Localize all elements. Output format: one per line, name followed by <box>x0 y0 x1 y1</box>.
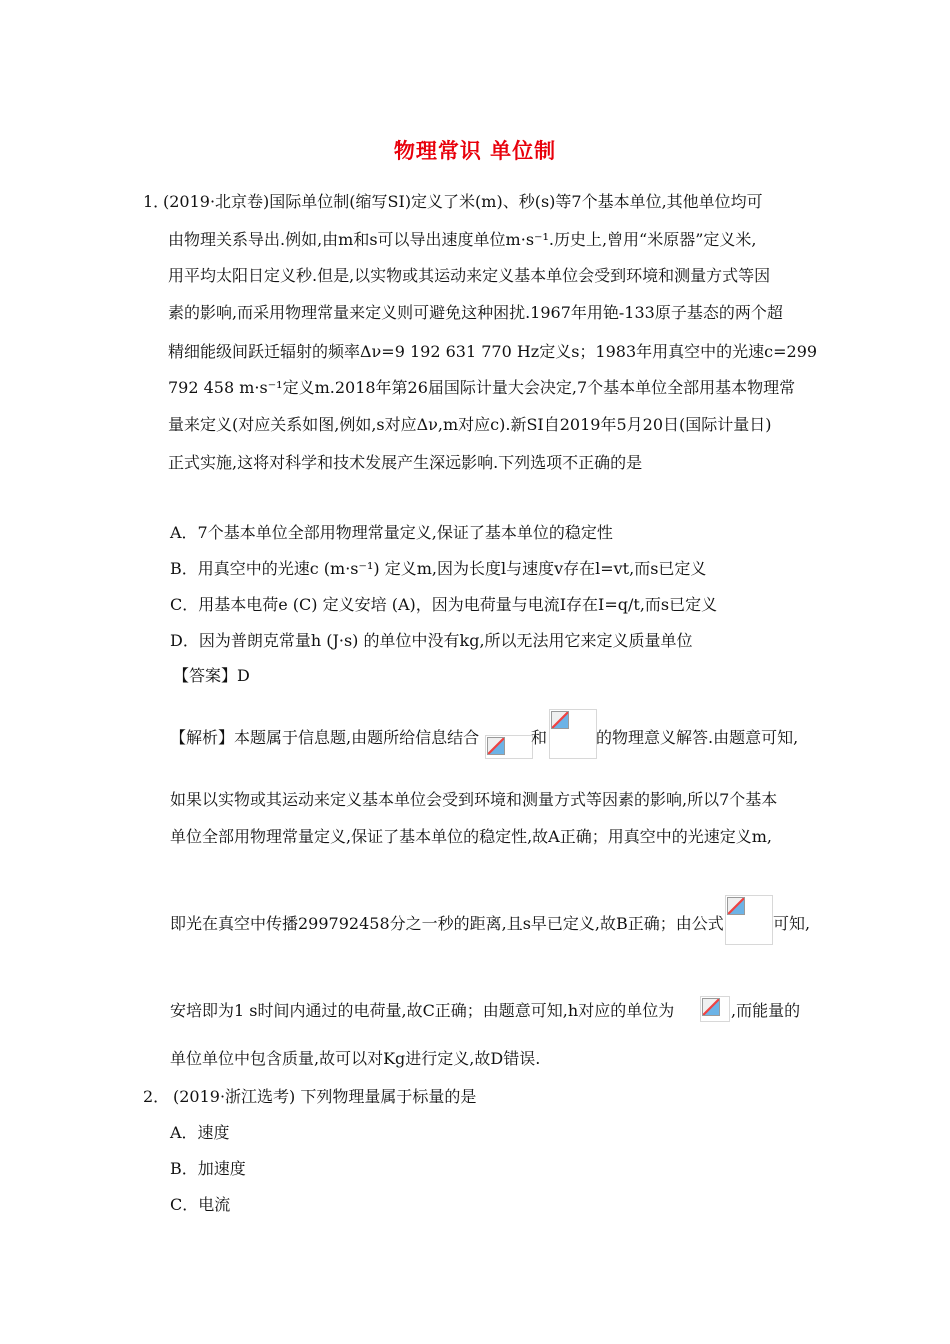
broken-image-icon <box>487 737 505 755</box>
broken-image-icon <box>727 897 745 915</box>
option-d: D．因为普朗克常量h (J·s) 的单位中没有kg,所以无法用它来定义质量单位 <box>170 631 693 650</box>
analysis-text: 单位全部用物理常量定义,保证了基本单位的稳定性,故A正确；用真空中的光速定义m, <box>170 827 772 846</box>
question-2-stem: (2019·浙江选考) 下列物理量属于标量的是 <box>173 1087 477 1106</box>
broken-image-icon <box>551 711 569 729</box>
option-a: A．7个基本单位全部用物理常量定义,保证了基本单位的稳定性 <box>170 523 613 542</box>
question-1-line: 用平均太阳日定义秒.但是,以实物或其运动来定义基本单位会受到环境和测量方式等因 <box>168 266 771 285</box>
question-1-line: 正式实施,这将对科学和技术发展产生深远影响.下列选项不正确的是 <box>168 453 643 472</box>
option-c: C．用基本电荷e (C) 定义安培 (A)，因为电荷量与电流I存在I=q/t,而s已定义 <box>170 595 718 614</box>
question-1-line: 由物理关系导出.例如,由m和s可以导出速度单位m·s⁻¹.历史上,曾用“米原器”定义米, <box>168 230 757 249</box>
analysis-text: 安培即为1 s时间内通过的电荷量,故C正确；由题意可知,h对应的单位为 <box>170 1001 675 1020</box>
broken-image-icon <box>725 895 773 945</box>
broken-image-icon <box>702 998 720 1016</box>
question-1-line: 精细能级间跃迁辐射的频率Δν=9 192 631 770 Hz定义s；1983年用真空中的光速c=299 <box>168 342 818 361</box>
answer: 【答案】D <box>173 666 250 685</box>
analysis-text: 和 <box>531 728 548 747</box>
option-c: C．电流 <box>170 1195 231 1214</box>
option-b: B．加速度 <box>170 1159 246 1178</box>
broken-image-icon <box>700 996 730 1022</box>
question-2-number: 2． <box>143 1087 170 1106</box>
analysis-text: 的物理意义解答.由题意可知, <box>596 728 799 747</box>
analysis-text: 如果以实物或其运动来定义基本单位会受到环境和测量方式等因素的影响,所以7个基本 <box>170 790 778 809</box>
option-a: A．速度 <box>170 1123 230 1142</box>
analysis-text: 即光在真空中传播299792458分之一秒的距离,且s早已定义,故B正确；由公式 <box>170 914 724 933</box>
analysis-text: 单位单位中包含质量,故可以对Kg进行定义,故D错误. <box>170 1049 541 1068</box>
analysis-text: ,而能量的 <box>731 1001 801 1020</box>
question-1-line: 792 458 m·s⁻¹定义m.2018年第26届国际计量大会决定,7个基本单位全部用基本物理常 <box>168 378 796 397</box>
page-title: 物理常识 单位制 <box>393 139 557 163</box>
question-1-number: 1． <box>143 192 170 211</box>
broken-image-icon <box>549 709 597 759</box>
analysis-text: 可知, <box>773 914 811 933</box>
analysis-text: 【解析】本题属于信息题,由题所给信息结合 <box>170 728 480 747</box>
question-1-line: (2019·北京卷)国际单位制(缩写SI)定义了米(m)、秒(s)等7个基本单位,其他单位均可 <box>163 192 763 211</box>
question-1-line: 素的影响,而采用物理常量来定义则可避免这种困扰.1967年用铯-133原子基态的两个超 <box>168 303 783 322</box>
question-1-line: 量来定义(对应关系如图,例如,s对应Δν,m对应c).新SI自2019年5月20日(国际计量日) <box>168 415 772 434</box>
option-b: B．用真空中的光速c (m·s⁻¹) 定义m,因为长度l与速度v存在l=vt,而s已定义 <box>170 559 707 578</box>
broken-image-icon <box>485 735 533 759</box>
